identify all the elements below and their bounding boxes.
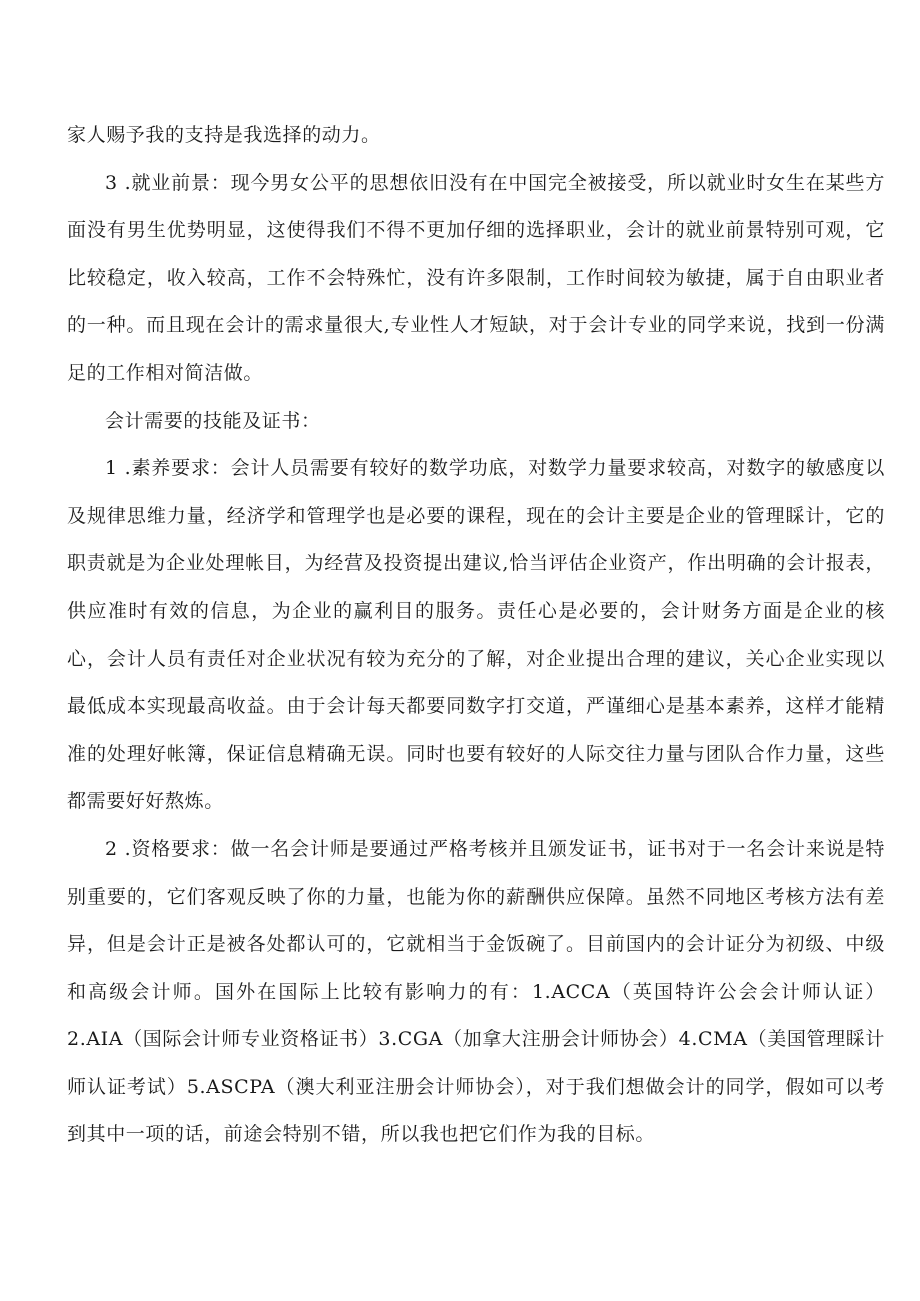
paragraph-qualification-requirements: 2 .资格要求：做一名会计师是要通过严格考核并且颁发证书，证书对于一名会计来说是特别重要的，它们客观反映了你的力量，也能为你的薪酬供应保障。虽然不同地区考核方法有差异，但是会计正是被各处都认可的，它就相当于金饭碗了。目前国内的会计证分为初级、中级和高级会计师。国外在国际上比较有影响力的有：1.ACCA（英国特许公会会计师认证）2.AIA（国际会计师专业资格证书）3.CGA（加拿大注册会计师协会）4.CMA（美国管理睬计师认证考试）5.ASCPA（澳大利亚注册会计师协会），对于我们想做会计的同学，假如可以考到其中一项的话，前途会特别不错，所以我也把它们作为我的目标。 xyxy=(67,837,885,1146)
paragraph-quality-requirements: 1 .素养要求：会计人员需要有较好的数学功底，对数学力量要求较高，对数字的敏感度以及规律思维力量，经济学和管理学也是必要的课程，现在的会计主要是企业的管理睬计，它的职责就是为企业处理帐目，为经营及投资提出建议,恰当评估企业资产，作出明确的会计报表，供应准时有效的信息，为企业的赢利目的服务。责任心是必要的，会计财务方面是企业的核心，会计人员有责任对企业状况有较为充分的了解，对企业提出合理的建议，关心企业实现以最低成本实现最高收益。由于会计每天都要同数字打交道，严谨细心是基本素养，这样才能精准的处理好帐簿，保证信息精确无误。同时也要有较好的人际交往力量与团队合作力量，这些都需要好好熬炼。 xyxy=(67,457,885,813)
section-heading-skills-certificates: 会计需要的技能及证书： xyxy=(105,409,321,432)
paragraph-employment-prospects: 3 .就业前景：现今男女公平的思想依旧没有在中国完全被接受，所以就业时女生在某些方面没有男生优势明显，这使得我们不得不更加仔细的选择职业，会计的就业前景特别可观，它比较稳定，收入较高，工作不会特殊忙，没有许多限制，工作时间较为敏捷，属于自由职业者的一种。而且现在会计的需求量很大,专业性人才短缺，对于会计专业的同学来说，找到一份满足的工作相对简洁做。 xyxy=(67,171,885,384)
paragraph-family-support: 家人赐予我的支持是我选择的动力。 xyxy=(67,124,381,146)
document-page xyxy=(67,112,885,1159)
